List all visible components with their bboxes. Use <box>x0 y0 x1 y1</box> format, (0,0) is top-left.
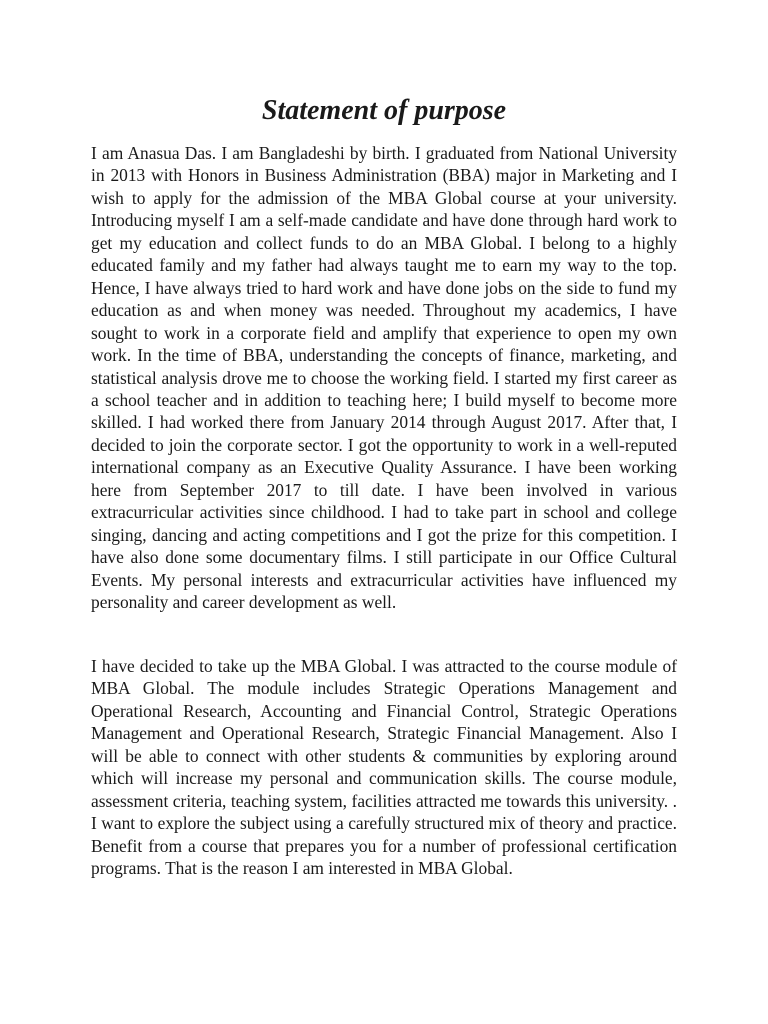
document-title: Statement of purpose <box>261 95 507 126</box>
paragraph-background: I am Anasua Das. I am Bangladeshi by birth. I graduated from National University in 2013 with Honors in Business Administration (BBA) major in Marketing and I wish to apply for the admission of the MBA Global course at your university. Introducing myself I am a self-made candidate and have done through hard work to get my education and collect funds to do an MBA Global. I belong to a highly educated family and my father had always taught me to earn my way to the top. Hence, I have always tried to hard work and have done jobs on the side to fund my education as and when money was needed. Throughout my academics, I have sought to work in a corporate field and amplify that experience to open my own work. In the time of BBA, understanding the concepts of finance, marketing, and statistical analysis drove me to choose the working field. I started my first career as a school teacher and in addition to teaching here; I build myself to become more skilled. I had worked there from January 2014 through August 2017. After that, I decided to join the corporate sector. I got the opportunity to work in a well-reputed international company as an Executive Quality Assurance. I have been working here from September 2017 to till date. I have been involved in various extracurricular activities since childhood. I had to take part in school and college singing, dancing and acting competitions and I got the prize for this competition. I have also done some documentary films. I still participate in our Office Cultural Events. My personal interests and extracurricular activities have influenced my personality and career development as well. <box>91 143 677 613</box>
paragraph-mba-interest: I have decided to take up the MBA Global. I was attracted to the course module of MBA Global. The module includes Strategic Operations Management and Operational Research, Accounting and Financial Control, Strategic Operations Management and Operational Research, Strategic Financial Management. Also I will be able to connect with other students & communities by exploring around which will increase my personal and communication skills. The course module, assessment criteria, teaching system, facilities attracted me towards this university. . I want to explore the subject using a carefully structured mix of theory and practice. Benefit from a course that prepares you for a number of professional certification programs. That is the reason I am interested in MBA Global. <box>91 656 677 879</box>
